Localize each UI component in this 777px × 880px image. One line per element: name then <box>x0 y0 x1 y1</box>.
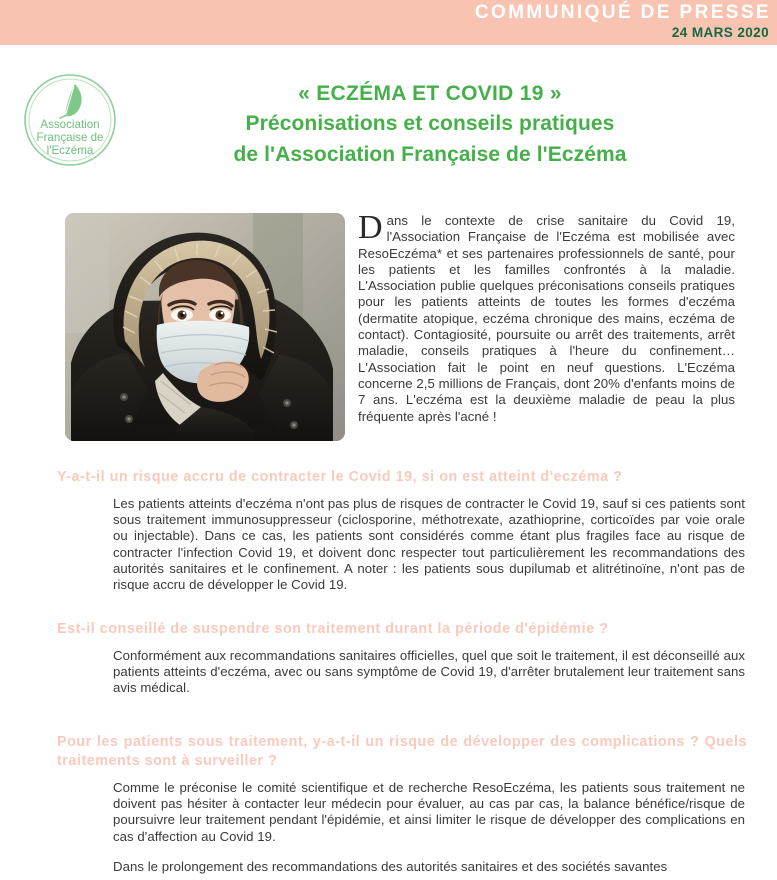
logo-text-line2: Française de <box>36 131 104 144</box>
logo-svg <box>22 72 118 168</box>
answer-text-3-1: Comme le préconise le comité scientifique et de recherche ResoEczéma, les patients sous traitement ne doivent pas hésiter à contacter leur médecin pour évaluer, au cas par cas, la balance bénéfice/risque de poursuivre leur traitement pendant l'épidémie, et ainsi limiter le risque de développer des complications en cas d'affection au Covid 19. <box>113 780 745 844</box>
title-line-1: « ECZÉMA ET COVID 19 » <box>298 82 562 105</box>
logo-text-line1: Association <box>40 118 100 131</box>
qa-block-2 <box>0 620 777 697</box>
intro-dropcap: D <box>358 209 383 246</box>
photo-svg <box>65 213 345 441</box>
intro-text: ans le contexte de crise sanitaire du Covid 19, l'Association Française de l'Eczéma est mobilisée avec ResoEczéma* et ses partenaires professionnels de santé, pour les patients et les familles confrontés à la maladie. L'Association publie quelques préconisations conseils pratiques pour les patients atteints de toutes les formes d'eczéma (dermatite atopique, eczéma chronique des mains, eczéma de contact). Contagiosité, poursuite ou arrêt des traitements, arrêt maladie, conseils pratiques à l'heure du confinement… L'Association fait le point en neuf questions. L'Eczéma concerne 2,5 millions de Français, dont 20% d'enfants moins de 7 ans. L'eczéma est la deuxième maladie de peau la plus fréquente après l'acné ! <box>358 213 735 424</box>
intro-paragraph <box>358 209 735 425</box>
answer-text-2-1: Conformément aux recommandations sanitaires officielles, quel que soit le traitement, il est déconseillé aux patients atteints d'eczéma, avec ou sans symptôme de Covid 19, d'arrêter brutalement leur traitement sans avis médical. <box>113 648 745 696</box>
logo-text-line3: l'Eczéma <box>46 144 94 157</box>
answer-text-1-1: Les patients atteints d'eczéma n'ont pas plus de risques de contracter le Covid 19, sauf si ces patients sont sous traitement immunosuppresseur (ciclosporine, méthotrexate, azathioprine, corticoïdes par voie orale ou injectable). Dans ce cas, les patients sont considérés comme étant plus fragiles face au risque de contracter l'infection Covid 19, et doivent donc respecter tout particulièrement les recommandations des autorités sanitaires et le confinement. A noter : les patients sous dupilumab et alitrétinoïne, n'ont pas de risque accru de développer le Covid 19. <box>113 496 745 593</box>
question-heading-2: Est-il conseillé de suspendre son traitement durant la période d'épidémie ? <box>57 621 609 637</box>
masked-woman-photo <box>65 213 345 441</box>
qa-block-3 <box>0 733 777 875</box>
leaf-icon <box>60 84 82 118</box>
press-release-label: COMMUNIQUÉ DE PRESSE <box>474 2 771 23</box>
association-logo <box>22 72 118 168</box>
question-heading-1: Y-a-t-il un risque accru de contracter le Covid 19, si on est atteint d'eczéma ? <box>57 469 623 485</box>
press-release-date: 24 MARS 2020 <box>671 25 769 40</box>
title-line-3: de l'Association Française de l'Eczéma <box>233 142 627 166</box>
question-heading-3: Pour les patients sous traitement, y-a-t-il un risque de développer des complications ? Quels traitements sont à surveiller ? <box>57 734 747 769</box>
answer-text-3-2: Dans le prolongement des recommandations des autorités sanitaires et des sociétés savantes <box>113 858 668 874</box>
document-title <box>140 80 720 168</box>
qa-block-1 <box>0 468 777 593</box>
title-line-2: Préconisations et conseils pratiques <box>245 112 615 136</box>
